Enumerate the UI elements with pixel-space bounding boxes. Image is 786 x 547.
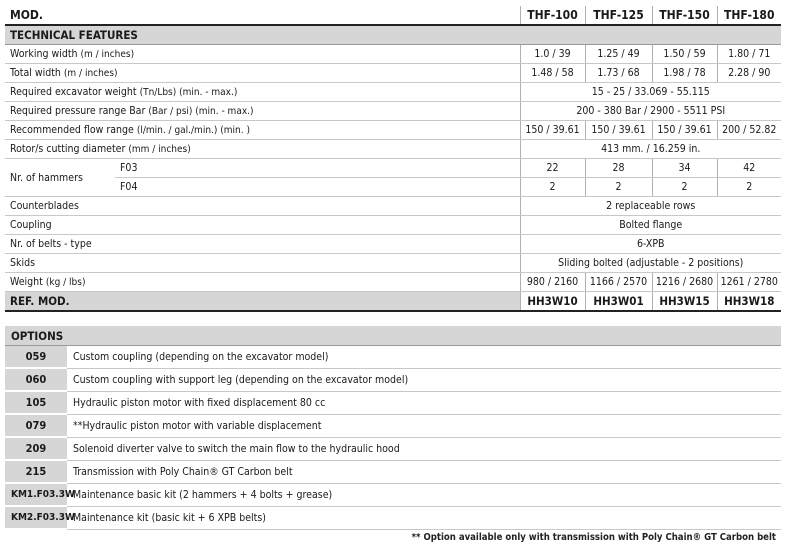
model-thf-150: THF-150 — [652, 6, 717, 25]
cell-value: 413 mm. / 16.259 in. — [520, 140, 781, 159]
option-desc: Solenoid diverter valve to switch the main flow to the hydraulic hood — [67, 437, 781, 460]
option-row — [5, 391, 781, 414]
cell-value: 150 / 39.61 — [520, 121, 585, 140]
cell-value: 22 — [520, 159, 585, 178]
cell-value: 1.73 / 68 — [585, 64, 652, 83]
row-working-width — [5, 45, 781, 64]
cell-value: 1.0 / 39 — [520, 45, 585, 64]
row-counterblades — [5, 197, 781, 216]
mod-label: MOD. — [5, 6, 520, 25]
options-table — [5, 326, 781, 530]
option-desc: **Hydraulic piston motor with variable displacement — [67, 414, 781, 437]
cell-value: 42 — [717, 159, 781, 178]
section-title: TECHNICAL FEATURES — [5, 25, 781, 45]
ref-code: HH3W15 — [652, 292, 717, 312]
cell-value: 1.80 / 71 — [717, 45, 781, 64]
kit-row — [5, 483, 781, 506]
row-label: Counterblades — [5, 197, 520, 216]
cell-value: 34 — [652, 159, 717, 178]
row-skids — [5, 254, 781, 273]
option-code: 079 — [5, 414, 67, 437]
cell-value: 2 — [585, 178, 652, 197]
row-total-width — [5, 64, 781, 83]
ref-mod-row — [5, 292, 781, 312]
cell-value: 15 - 25 / 33.069 - 55.115 — [520, 83, 781, 102]
row-flow-range — [5, 121, 781, 140]
option-row — [5, 437, 781, 460]
kit-desc: Maintenance basic kit (2 hammers + 4 bolts + grease) — [67, 483, 781, 506]
option-desc: Transmission with Poly Chain® GT Carbon belt — [67, 460, 781, 483]
hammer-type-f03: F03 — [115, 159, 520, 178]
technical-features-section — [5, 25, 781, 45]
kit-code: KM1.F03.3W — [5, 483, 67, 506]
row-label: Recommended flow range (l/min. / gal./min.) (min. ) — [5, 121, 520, 140]
cell-value: 1.50 / 59 — [652, 45, 717, 64]
cell-value: 1.98 / 78 — [652, 64, 717, 83]
kit-desc: Maintenance kit (basic kit + 6 XPB belts) — [67, 506, 781, 529]
cell-value: Bolted flange — [520, 216, 781, 235]
cell-value: 980 / 2160 — [520, 273, 585, 292]
option-code: 060 — [5, 368, 67, 391]
cell-value: 2 — [652, 178, 717, 197]
row-hammers-f04 — [5, 178, 781, 197]
row-coupling — [5, 216, 781, 235]
row-label: Total width (m / inches) — [5, 64, 520, 83]
option-row — [5, 346, 781, 369]
ref-code: HH3W01 — [585, 292, 652, 312]
option-desc: Hydraulic piston motor with fixed displacement 80 cc — [67, 391, 781, 414]
model-thf-100: THF-100 — [520, 6, 585, 25]
hammer-type-f04: F04 — [115, 178, 520, 197]
option-desc: Custom coupling (depending on the excavator model) — [67, 346, 781, 369]
cell-value: 150 / 39.61 — [585, 121, 652, 140]
hammers-label: Nr. of hammers — [5, 159, 115, 197]
option-code: 059 — [5, 346, 67, 369]
row-weight — [5, 273, 781, 292]
model-thf-125: THF-125 — [585, 6, 652, 25]
row-hammers-f03 — [5, 159, 781, 178]
model-thf-180: THF-180 — [717, 6, 781, 25]
row-rotor-diameter — [5, 140, 781, 159]
row-label: Skids — [5, 254, 520, 273]
kit-row — [5, 506, 781, 529]
options-title: OPTIONS — [5, 326, 781, 346]
ref-code: HH3W10 — [520, 292, 585, 312]
row-label: Nr. of belts - type — [5, 235, 520, 254]
header-row — [5, 6, 781, 25]
row-label: Weight (kg / lbs) — [5, 273, 520, 292]
option-row — [5, 368, 781, 391]
cell-value: 2 — [520, 178, 585, 197]
cell-value: Sliding bolted (adjustable - 2 positions) — [520, 254, 781, 273]
technical-features-table — [5, 6, 781, 312]
cell-value: 28 — [585, 159, 652, 178]
row-label: Rotor/s cutting diameter (mm / inches) — [5, 140, 520, 159]
cell-value: 1.48 / 58 — [520, 64, 585, 83]
options-section — [5, 326, 781, 346]
row-excavator-weight — [5, 83, 781, 102]
row-pressure-range — [5, 102, 781, 121]
row-label: Working width (m / inches) — [5, 45, 520, 64]
option-code: 215 — [5, 460, 67, 483]
option-code: 105 — [5, 391, 67, 414]
option-row — [5, 414, 781, 437]
cell-value: 200 / 52.82 — [717, 121, 781, 140]
ref-mod-label: REF. MOD. — [5, 292, 520, 312]
option-desc: Custom coupling with support leg (depending on the excavator model) — [67, 368, 781, 391]
row-label: Required pressure range Bar (Bar / psi) (min. - max.) — [5, 102, 520, 121]
ref-code: HH3W18 — [717, 292, 781, 312]
cell-value: 2.28 / 90 — [717, 64, 781, 83]
row-belts — [5, 235, 781, 254]
cell-value: 150 / 39.61 — [652, 121, 717, 140]
option-code: 209 — [5, 437, 67, 460]
cell-value: 1166 / 2570 — [585, 273, 652, 292]
cell-value: 200 - 380 Bar / 2900 - 5511 PSI — [520, 102, 781, 121]
cell-value: 2 — [717, 178, 781, 197]
footnote: ** Option available only with transmission with Poly Chain® GT Carbon belt — [411, 532, 776, 543]
option-row — [5, 460, 781, 483]
cell-value: 1261 / 2780 — [717, 273, 781, 292]
kit-code: KM2.F03.3W — [5, 506, 67, 529]
row-label: Coupling — [5, 216, 520, 235]
cell-value: 6-XPB — [520, 235, 781, 254]
row-label: Required excavator weight (Tn/Lbs) (min. - max.) — [5, 83, 520, 102]
cell-value: 1.25 / 49 — [585, 45, 652, 64]
cell-value: 1216 / 2680 — [652, 273, 717, 292]
cell-value: 2 replaceable rows — [520, 197, 781, 216]
